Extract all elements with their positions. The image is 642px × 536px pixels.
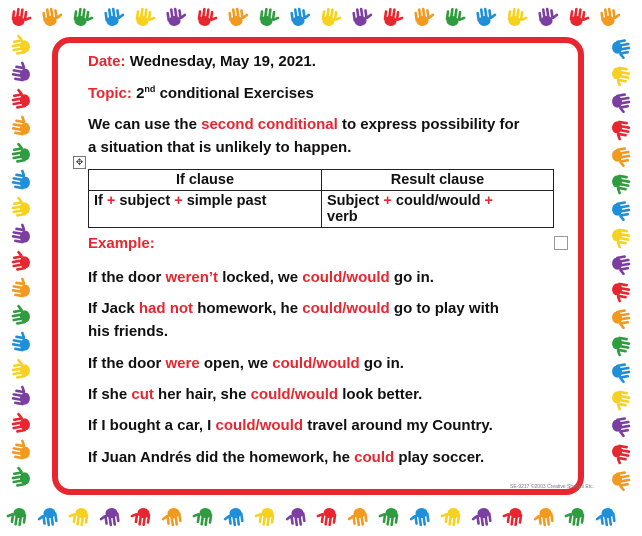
sentence-text: If Juan Andrés did the homework, he <box>88 449 350 466</box>
hand-print-icon <box>8 248 34 277</box>
date-line <box>88 53 316 70</box>
hand-print-icon <box>608 410 634 439</box>
hand-print-icon <box>8 167 34 196</box>
intro-highlight: second conditional <box>201 116 338 133</box>
hand-print-icon <box>608 59 634 88</box>
topic-superscript: nd <box>144 84 156 94</box>
hand-print-icon <box>284 4 313 29</box>
hand-print-icon <box>608 113 634 142</box>
hand-print-icon <box>470 504 499 529</box>
hand-print-icon <box>67 4 96 29</box>
table-header-row <box>89 170 554 191</box>
hand-print-icon <box>608 221 634 250</box>
hand-print-icon <box>67 504 96 529</box>
table-row <box>89 191 554 228</box>
hand-print-icon <box>408 4 437 29</box>
plus-sign: + <box>383 193 392 209</box>
hand-print-icon <box>36 4 65 29</box>
modal-highlight: could/would <box>302 300 390 317</box>
hand-print-icon <box>222 504 251 529</box>
hand-print-icon <box>608 32 634 61</box>
hand-print-icon <box>594 504 623 529</box>
example-sentence <box>88 449 484 466</box>
example-sentence <box>88 355 404 372</box>
hand-print-icon <box>98 4 127 29</box>
cell-text: simple past <box>186 193 267 209</box>
intro-line-2: a situation that is unlikely to happen. <box>88 139 352 156</box>
intro-text: We can use the <box>88 116 197 133</box>
hand-print-icon <box>439 4 468 29</box>
sentence-text: If Jack <box>88 300 135 317</box>
example-sentence-continued: his friends. <box>88 323 169 340</box>
hand-print-icon <box>8 113 34 142</box>
sentence-text: her hair, she <box>158 386 247 403</box>
hand-print-icon <box>501 504 530 529</box>
sentence-text: If the door <box>88 355 162 372</box>
sentence-text: If I bought a car, I <box>88 417 212 434</box>
hand-print-icon <box>608 140 634 169</box>
intro-text-2: to express possibility for <box>341 116 520 133</box>
hand-print-icon <box>470 4 499 29</box>
hand-print-icon <box>315 4 344 29</box>
example-sentence <box>88 300 499 317</box>
hand-print-icon <box>191 4 220 29</box>
hand-print-icon <box>8 410 34 439</box>
hand-print-icon <box>8 59 34 88</box>
hand-print-icon <box>501 4 530 29</box>
plus-sign: + <box>106 193 116 209</box>
modal-highlight: could/would <box>302 269 390 286</box>
hand-print-icon <box>8 329 34 358</box>
hand-print-icon <box>284 504 313 529</box>
hand-print-icon <box>408 504 437 529</box>
hand-print-icon <box>8 140 34 169</box>
plus-sign: + <box>484 193 493 209</box>
hand-print-icon <box>532 4 561 29</box>
sentence-text: go to play with <box>393 300 499 317</box>
hand-print-icon <box>563 504 592 529</box>
example-sentence <box>88 269 434 286</box>
hand-print-icon <box>608 248 634 277</box>
date-value: Wednesday, May 19, 2021. <box>129 53 316 70</box>
hand-print-icon <box>608 329 634 358</box>
verb-highlight: were <box>165 355 200 372</box>
hand-print-icon <box>8 275 34 304</box>
sentence-text: go in. <box>393 269 434 286</box>
hand-print-icon <box>377 4 406 29</box>
topic-text: conditional Exercises <box>159 85 314 102</box>
sentence-text: If the door <box>88 269 162 286</box>
table-move-handle-icon[interactable]: ✥ <box>73 156 86 169</box>
example-sentence <box>88 417 493 434</box>
verb-highlight: weren’t <box>165 269 219 286</box>
hand-print-icon <box>8 437 34 466</box>
hand-print-icon <box>608 383 634 412</box>
result-clause-cell <box>322 191 554 228</box>
example-sentence <box>88 386 422 403</box>
hand-print-icon <box>8 464 34 493</box>
plus-sign: + <box>174 193 183 209</box>
cell-text: could/would <box>395 193 481 209</box>
hand-print-icon <box>608 437 634 466</box>
hand-print-icon <box>129 504 158 529</box>
date-label: Date: <box>88 53 126 70</box>
hand-print-icon <box>532 504 561 529</box>
sentence-text: locked, we <box>222 269 299 286</box>
hand-print-icon <box>160 4 189 29</box>
table-resize-handle[interactable] <box>554 236 568 250</box>
modal-highlight: could/would <box>250 386 339 403</box>
verb-highlight: had not <box>138 300 194 317</box>
topic-line <box>88 84 314 102</box>
if-clause-cell <box>89 191 322 228</box>
hand-print-icon <box>608 356 634 385</box>
hand-print-icon <box>8 86 34 115</box>
hand-print-icon <box>5 504 34 529</box>
topic-label: Topic: <box>88 85 132 102</box>
verb-highlight: cut <box>131 386 154 403</box>
copyright-credit: SE-9217 ©2003 Creative Shapes Etc. <box>510 484 595 490</box>
hand-print-icon <box>8 302 34 331</box>
hand-print-icon <box>5 4 34 29</box>
modal-highlight: could/would <box>272 355 360 372</box>
hand-print-icon <box>253 4 282 29</box>
hand-print-icon <box>160 504 189 529</box>
cell-text: If <box>94 193 103 209</box>
cell-text: subject <box>119 193 171 209</box>
hand-print-icon <box>315 504 344 529</box>
hand-print-icon <box>377 504 406 529</box>
hand-print-icon <box>129 4 158 29</box>
hand-print-icon <box>608 167 634 196</box>
hand-print-icon <box>8 221 34 250</box>
hand-print-icon <box>608 86 634 115</box>
modal-highlight: could/would <box>215 417 304 434</box>
cell-text: Subject <box>327 193 380 209</box>
hand-print-icon <box>608 275 634 304</box>
hand-print-icon <box>98 504 127 529</box>
hand-print-icon <box>253 504 282 529</box>
hand-print-icon <box>608 464 634 493</box>
modal-highlight: could <box>354 449 395 466</box>
hand-print-icon <box>594 4 623 29</box>
conditional-table <box>88 169 554 228</box>
sentence-text: open, we <box>203 355 269 372</box>
if-clause-header: If clause <box>89 170 322 191</box>
sentence-text: homework, he <box>197 300 299 317</box>
sentence-text: play soccer. <box>398 449 485 466</box>
hand-print-icon <box>8 356 34 385</box>
hand-print-icon <box>191 504 220 529</box>
hand-print-icon <box>8 383 34 412</box>
hand-print-icon <box>439 504 468 529</box>
intro-line-1 <box>88 116 520 133</box>
hand-print-icon <box>608 194 634 223</box>
cell-text: verb <box>327 209 358 225</box>
hand-print-icon <box>36 504 65 529</box>
hand-print-icon <box>8 194 34 223</box>
sentence-text: If she <box>88 386 128 403</box>
sentence-text: travel around my Country. <box>307 417 493 434</box>
hand-print-icon <box>563 4 592 29</box>
sentence-text: go in. <box>363 355 404 372</box>
example-label: Example: <box>88 235 155 252</box>
hand-print-icon <box>608 302 634 331</box>
hand-print-icon <box>8 32 34 61</box>
hand-print-icon <box>222 4 251 29</box>
hand-print-icon <box>346 504 375 529</box>
sentence-text: look better. <box>342 386 423 403</box>
topic-number: 2 <box>136 85 145 102</box>
result-clause-header: Result clause <box>322 170 554 191</box>
hand-print-icon <box>346 4 375 29</box>
